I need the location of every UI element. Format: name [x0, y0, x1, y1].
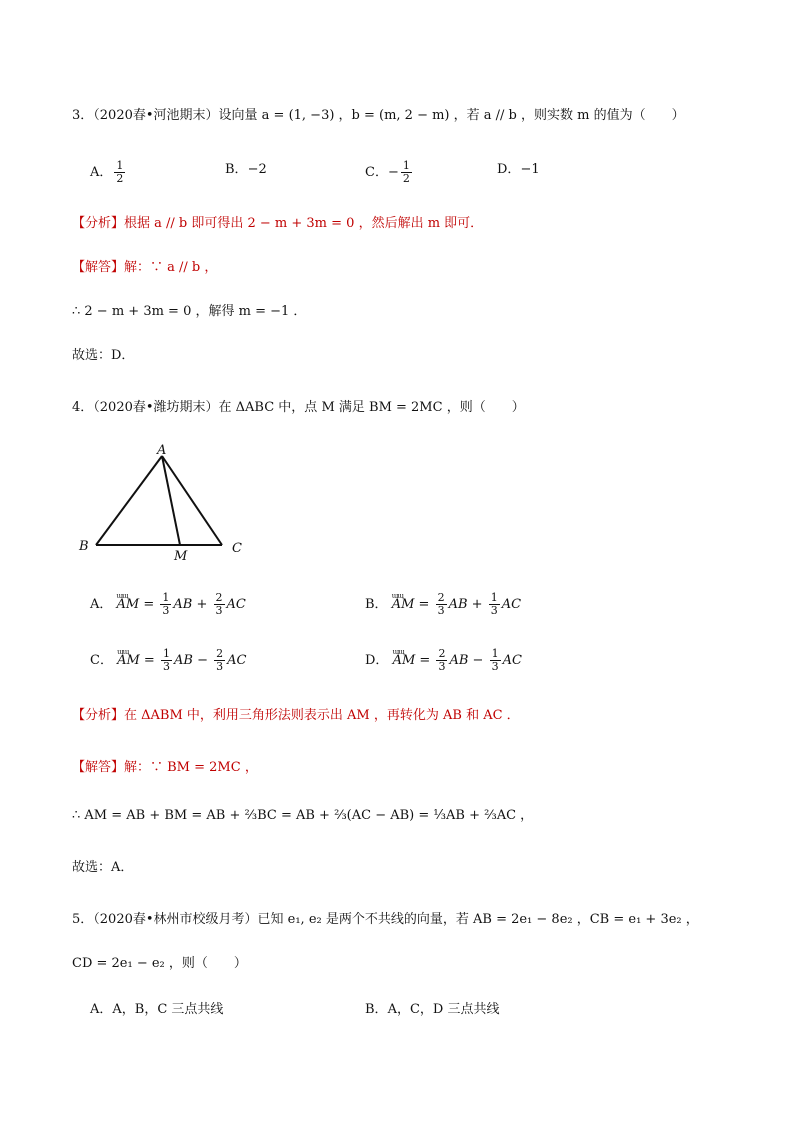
option-label: C．	[90, 653, 113, 668]
fraction: $\frac{1}{3}$	[162, 591, 170, 617]
fraction: $\frac{1}{3}$	[490, 591, 498, 617]
vector-am: ɯɯ AM =	[117, 651, 155, 671]
option-label: A．	[90, 597, 113, 612]
option-label: B．	[365, 1002, 388, 1017]
option-label: D．	[497, 162, 521, 177]
q5-stem: 5．（2020春•林州市校级月考）已知 e₁, e₂ 是两个不共线的向量，若 AB = 2e₁ − 8e₂ ，CB = e₁ + 3e₂ ，	[72, 912, 699, 927]
vector-am: ɯɯ AM =	[393, 651, 431, 671]
q4-solution-line-1: 【解答】解：∵ BM = 2MC ，	[72, 760, 258, 775]
operator: +	[196, 597, 208, 612]
operator: −	[197, 653, 208, 668]
fraction: $\frac{1}{3}$	[491, 647, 499, 673]
vertex-c-label: C	[232, 541, 242, 556]
operator: −	[472, 653, 484, 668]
q3-solution-line-1: 【解答】解：∵ a // b ，	[72, 260, 218, 275]
operator: +	[471, 597, 483, 612]
fraction: $\frac{1}{3}$	[162, 647, 170, 673]
q3-option-d[interactable]	[497, 160, 540, 180]
q4-option-c[interactable]: C． ɯɯ AM = $\frac{1}{3}$ AB − $\frac{2}{3}$ AC	[90, 648, 246, 673]
q3-analysis: 【分析】根据 a // b 即可得出 2 − m + 3m = 0 ，然后解出 m 即可．	[72, 216, 484, 231]
q3-solution-line-2: ∴ 2 − m + 3m = 0 ，解得 m = −1 ．	[72, 304, 307, 319]
q3-option-b[interactable]	[225, 160, 267, 180]
q4-analysis: 【分析】在 ΔABM 中，利用三角形法则表示出 AM ，再转化为 AB 和 AC ．	[72, 708, 520, 723]
q5-option-b[interactable]	[365, 1000, 499, 1020]
side-ab	[96, 456, 162, 545]
option-text: A，C，D 三点共线	[387, 1002, 500, 1017]
q5-option-a[interactable]	[90, 1000, 223, 1020]
option-label: B．	[225, 162, 248, 177]
q3-stem: 3．（2020春•河池期末）设向量 a = (1, −3) ，b = (m, 2 − m) ，若 a // b ，则实数 m 的值为（ ）	[72, 108, 685, 123]
q5-stem-line-2: CD = 2e₁ − e₂ ，则（ ）	[72, 956, 247, 971]
triangle-figure	[70, 440, 260, 570]
option-value: −1	[520, 162, 540, 177]
q4-stem: 4．（2020春•潍坊期末）在 ΔABC 中，点 M 满足 BM = 2MC ，则（ ）	[72, 400, 525, 415]
q4-solution-line-2: ∴ AM = AB + BM = AB + ⅔BC = AB + ⅔(AC − AB) = ⅓AB + ⅔AC ，	[72, 808, 534, 823]
q4-answer: 故选：A．	[72, 860, 134, 875]
option-label: A．	[90, 1002, 113, 1017]
vector-am: ɯɯ AM =	[392, 595, 430, 615]
option-label: B．	[365, 597, 388, 612]
vertex-a-label: A	[157, 443, 167, 458]
fraction: $\frac{1}{2}$	[402, 159, 410, 185]
vector-am: ɯɯ AM =	[117, 595, 155, 615]
option-label: A．	[90, 165, 113, 180]
option-label: C．	[365, 165, 388, 180]
option-text: A，B，C 三点共线	[112, 1002, 224, 1017]
q4-option-b[interactable]: B． ɯɯ AM = $\frac{2}{3}$ AB + $\frac{1}{3}$ AC	[365, 592, 521, 617]
q3-answer: 故选：D．	[72, 348, 135, 363]
fraction: $\frac{2}{3}$	[437, 591, 445, 617]
point-m-label: M	[174, 549, 188, 564]
q4-option-d[interactable]: D． ɯɯ AM = $\frac{2}{3}$ AB − $\frac{1}{3}$ AC	[365, 648, 522, 673]
fraction: $\frac{2}{3}$	[215, 591, 223, 617]
option-sign: −	[387, 165, 399, 180]
fraction: $\frac{2}{3}$	[216, 647, 224, 673]
q3-option-a[interactable]	[90, 160, 127, 185]
vertex-b-label: B	[79, 539, 89, 554]
option-value: −2	[247, 162, 267, 177]
option-label: D．	[365, 653, 389, 668]
q3-option-c[interactable]	[365, 160, 414, 185]
q4-option-a[interactable]: A． ɯɯ AM = $\frac{1}{3}$ AB + $\frac{2}{3}$ AC	[90, 592, 246, 617]
fraction: $\frac{2}{3}$	[438, 647, 446, 673]
fraction: $\frac{1}{2}$	[116, 159, 124, 185]
